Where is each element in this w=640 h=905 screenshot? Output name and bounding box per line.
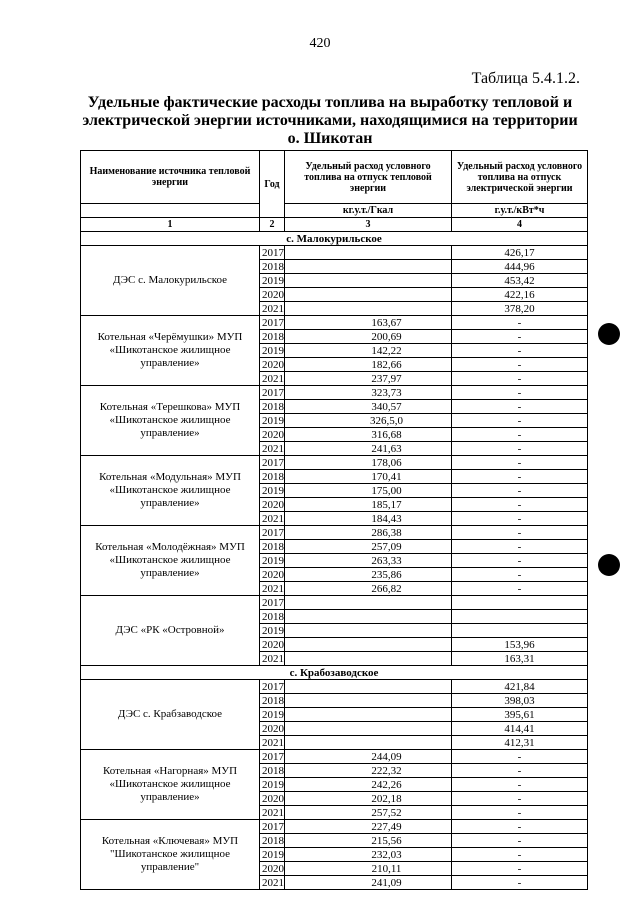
source-name: ДЭС «РК «Островной» — [81, 596, 260, 666]
heat-value-cell: 170,41 — [285, 470, 452, 484]
year-cell: 2021 — [260, 806, 285, 820]
page-number: 420 — [309, 36, 331, 51]
year-cell: 2019 — [260, 484, 285, 498]
year-cell: 2018 — [260, 400, 285, 414]
heat-value-cell — [285, 736, 452, 750]
electric-value-cell: 378,20 — [452, 302, 588, 316]
unit-heat: кг.у.т./Гкал — [285, 204, 452, 218]
year-cell: 2017 — [260, 750, 285, 764]
heat-value-cell: 237,97 — [285, 372, 452, 386]
table-row — [81, 526, 588, 540]
year-cell: 2018 — [260, 540, 285, 554]
electric-value-cell: - — [452, 484, 588, 498]
year-cell: 2018 — [260, 834, 285, 848]
year-cell: 2020 — [260, 498, 285, 512]
electric-value-cell: 412,31 — [452, 736, 588, 750]
heat-value-cell: 178,06 — [285, 456, 452, 470]
heat-value-cell — [285, 638, 452, 652]
electric-value-cell: - — [452, 582, 588, 596]
electric-value-cell: 163,31 — [452, 652, 588, 666]
heat-value-cell: 200,69 — [285, 330, 452, 344]
electric-value-cell: - — [452, 750, 588, 764]
header-source-name-cont — [81, 204, 260, 218]
heat-value-cell — [285, 260, 452, 274]
page-title: Удельные фактические расходы топлива на выработку тепловой и электрической энергии источниками, находящимися на территории о. Шикотан — [82, 94, 578, 147]
col-number-4: 4 — [452, 218, 588, 232]
heat-value-cell: 142,22 — [285, 344, 452, 358]
heat-value-cell: 326,5,0 — [285, 414, 452, 428]
year-cell: 2020 — [260, 358, 285, 372]
year-cell: 2021 — [260, 876, 285, 890]
heat-value-cell — [285, 708, 452, 722]
electric-value-cell: - — [452, 400, 588, 414]
year-cell: 2019 — [260, 778, 285, 792]
electric-value-cell: - — [452, 778, 588, 792]
source-name: ДЭС с. Малокурильское — [81, 246, 260, 316]
electric-value-cell — [452, 624, 588, 638]
electric-value-cell: 422,16 — [452, 288, 588, 302]
table-row — [81, 596, 588, 610]
year-cell: 2021 — [260, 736, 285, 750]
heat-value-cell — [285, 652, 452, 666]
source-name: Котельная «Модульная» МУП «Шикотанское жилищное управление» — [81, 456, 260, 526]
electric-value-cell: - — [452, 414, 588, 428]
heat-value-cell: 266,82 — [285, 582, 452, 596]
electric-value-cell: - — [452, 848, 588, 862]
heat-value-cell: 215,56 — [285, 834, 452, 848]
year-cell: 2019 — [260, 708, 285, 722]
year-cell: 2021 — [260, 442, 285, 456]
source-name: Котельная «Терешкова» МУП «Шикотанское жилищное управление» — [81, 386, 260, 456]
col-number-3: 3 — [285, 218, 452, 232]
electric-value-cell: 153,96 — [452, 638, 588, 652]
year-cell: 2021 — [260, 302, 285, 316]
col-number-1: 1 — [81, 218, 260, 232]
year-cell: 2020 — [260, 792, 285, 806]
year-cell: 2018 — [260, 330, 285, 344]
electric-value-cell: - — [452, 470, 588, 484]
heat-value-cell: 175,00 — [285, 484, 452, 498]
heat-value-cell: 316,68 — [285, 428, 452, 442]
heat-value-cell: 241,63 — [285, 442, 452, 456]
year-cell: 2019 — [260, 344, 285, 358]
electric-value-cell: - — [452, 358, 588, 372]
electric-value-cell: 414,41 — [452, 722, 588, 736]
source-name: Котельная «Ключевая» МУП "Шикотанское жилищное управление" — [81, 820, 260, 890]
electric-value-cell: - — [452, 540, 588, 554]
table-body — [81, 232, 588, 890]
electric-value-cell — [452, 596, 588, 610]
electric-value-cell: - — [452, 456, 588, 470]
header-source-name: Наименование источника тепловой энергии — [81, 151, 260, 204]
electric-value-cell: 426,17 — [452, 246, 588, 260]
heat-value-cell: 182,66 — [285, 358, 452, 372]
heat-value-cell — [285, 722, 452, 736]
year-cell: 2018 — [260, 694, 285, 708]
heat-value-cell: 244,09 — [285, 750, 452, 764]
electric-value-cell: - — [452, 764, 588, 778]
heat-value-cell — [285, 624, 452, 638]
source-name: Котельная «Нагорная» МУП «Шикотанское жилищное управление» — [81, 750, 260, 820]
year-cell: 2018 — [260, 470, 285, 484]
year-cell: 2017 — [260, 526, 285, 540]
electric-value-cell: - — [452, 554, 588, 568]
heat-value-cell: 242,26 — [285, 778, 452, 792]
electric-value-cell: - — [452, 820, 588, 834]
heat-value-cell: 286,38 — [285, 526, 452, 540]
heat-value-cell — [285, 680, 452, 694]
year-cell: 2019 — [260, 414, 285, 428]
electric-value-cell: 398,03 — [452, 694, 588, 708]
source-name: Котельная «Молодёжная» МУП «Шикотанское жилищное управление» — [81, 526, 260, 596]
year-cell: 2020 — [260, 862, 285, 876]
table-row — [81, 386, 588, 400]
heat-value-cell: 323,73 — [285, 386, 452, 400]
heat-value-cell — [285, 596, 452, 610]
electric-value-cell: - — [452, 792, 588, 806]
electric-value-cell: - — [452, 498, 588, 512]
unit-electric: г.у.т./кВт*ч — [452, 204, 588, 218]
source-name: Котельная «Черёмушки» МУП «Шикотанское жилищное управление» — [81, 316, 260, 386]
year-cell: 2020 — [260, 428, 285, 442]
table-row — [81, 820, 588, 834]
table-row — [81, 750, 588, 764]
heat-value-cell — [285, 274, 452, 288]
fuel-consumption-table — [80, 150, 588, 890]
year-cell: 2021 — [260, 372, 285, 386]
year-cell: 2017 — [260, 820, 285, 834]
section-row — [81, 666, 588, 680]
heat-value-cell: 202,18 — [285, 792, 452, 806]
heat-value-cell: 227,49 — [285, 820, 452, 834]
electric-value-cell: - — [452, 862, 588, 876]
header-electric-fuel: Удельный расход условного топлива на отпуск электрической энергии — [452, 151, 588, 204]
heat-value-cell: 257,52 — [285, 806, 452, 820]
punch-hole-icon — [598, 323, 620, 345]
electric-value-cell: - — [452, 316, 588, 330]
heat-value-cell — [285, 288, 452, 302]
electric-value-cell: - — [452, 876, 588, 890]
year-cell: 2017 — [260, 246, 285, 260]
heat-value-cell: 210,11 — [285, 862, 452, 876]
electric-value-cell: - — [452, 806, 588, 820]
year-cell: 2021 — [260, 582, 285, 596]
heat-value-cell: 163,67 — [285, 316, 452, 330]
punch-hole-icon — [598, 554, 620, 576]
year-cell: 2018 — [260, 260, 285, 274]
heat-value-cell: 185,17 — [285, 498, 452, 512]
heat-value-cell — [285, 246, 452, 260]
heat-value-cell — [285, 302, 452, 316]
year-cell: 2017 — [260, 680, 285, 694]
heat-value-cell: 235,86 — [285, 568, 452, 582]
year-cell: 2020 — [260, 568, 285, 582]
year-cell: 2020 — [260, 638, 285, 652]
year-cell: 2017 — [260, 596, 285, 610]
heat-value-cell: 241,09 — [285, 876, 452, 890]
heat-value-cell: 232,03 — [285, 848, 452, 862]
year-cell: 2017 — [260, 316, 285, 330]
table-row — [81, 316, 588, 330]
header-heat-fuel: Удельный расход условного топлива на отпуск тепловой энергии — [285, 151, 452, 204]
table-row — [81, 456, 588, 470]
year-cell: 2019 — [260, 274, 285, 288]
year-cell: 2018 — [260, 764, 285, 778]
heat-value-cell: 263,33 — [285, 554, 452, 568]
year-cell: 2019 — [260, 848, 285, 862]
electric-value-cell: 395,61 — [452, 708, 588, 722]
electric-value-cell: - — [452, 330, 588, 344]
header-year: Год — [260, 151, 285, 218]
col-number-2: 2 — [260, 218, 285, 232]
electric-value-cell: - — [452, 568, 588, 582]
year-cell: 2018 — [260, 610, 285, 624]
table-label: Таблица 5.4.1.2. — [471, 70, 580, 87]
electric-value-cell: - — [452, 372, 588, 386]
electric-value-cell: - — [452, 442, 588, 456]
year-cell: 2020 — [260, 288, 285, 302]
electric-value-cell: 421,84 — [452, 680, 588, 694]
electric-value-cell: - — [452, 512, 588, 526]
year-cell: 2017 — [260, 386, 285, 400]
heat-value-cell: 184,43 — [285, 512, 452, 526]
section-row — [81, 232, 588, 246]
year-cell: 2020 — [260, 722, 285, 736]
electric-value-cell: - — [452, 428, 588, 442]
electric-value-cell — [452, 610, 588, 624]
heat-value-cell: 222,32 — [285, 764, 452, 778]
year-cell: 2019 — [260, 554, 285, 568]
table-row — [81, 680, 588, 694]
year-cell: 2021 — [260, 652, 285, 666]
section-heading: с. Малокурильское — [81, 232, 588, 246]
electric-value-cell: - — [452, 834, 588, 848]
heat-value-cell — [285, 610, 452, 624]
electric-value-cell: 453,42 — [452, 274, 588, 288]
section-heading: с. Крабозаводское — [81, 666, 588, 680]
table-row — [81, 246, 588, 260]
electric-value-cell: - — [452, 386, 588, 400]
heat-value-cell: 257,09 — [285, 540, 452, 554]
year-cell: 2019 — [260, 624, 285, 638]
year-cell: 2017 — [260, 456, 285, 470]
heat-value-cell: 340,57 — [285, 400, 452, 414]
year-cell: 2021 — [260, 512, 285, 526]
heat-value-cell — [285, 694, 452, 708]
electric-value-cell: 444,96 — [452, 260, 588, 274]
source-name: ДЭС с. Крабзаводское — [81, 680, 260, 750]
electric-value-cell: - — [452, 344, 588, 358]
electric-value-cell: - — [452, 526, 588, 540]
